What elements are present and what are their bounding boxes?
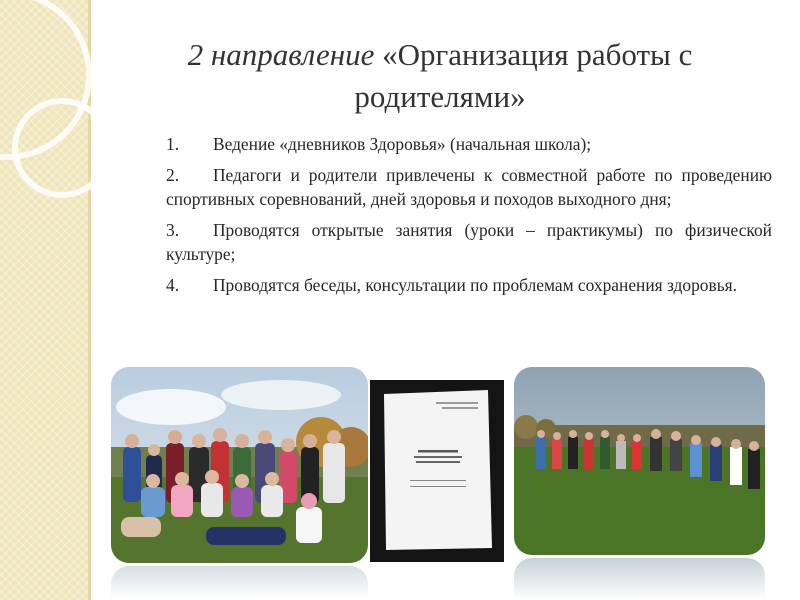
item-text: Педагоги и родители привлечены к совместной работе по проведению спортивных соревнований, дней здоровья и походов выходного дня; xyxy=(166,165,772,209)
item-number: 1. xyxy=(166,134,180,154)
item-text: Проводятся беседы, консультации по проблемам сохранения здоровья. xyxy=(213,275,737,295)
field-photo-reflection xyxy=(514,558,765,600)
list-item xyxy=(166,132,772,156)
item-number: 4. xyxy=(166,275,180,295)
item-number: 2. xyxy=(166,165,180,185)
title-italic: 2 направление xyxy=(187,37,375,72)
item-text: Ведение «дневников Здоровья» (начальная школа); xyxy=(213,134,592,154)
decor-circle xyxy=(12,98,112,198)
field-photo xyxy=(514,367,765,555)
title-text: «Организация работы с родителями» xyxy=(354,37,693,114)
bullet-list xyxy=(166,132,772,304)
list-item xyxy=(166,218,772,266)
diary-cover xyxy=(370,380,504,562)
group-photo xyxy=(111,367,368,563)
item-number: 3. xyxy=(166,220,180,240)
slide-title xyxy=(120,34,760,118)
list-item xyxy=(166,273,772,297)
item-text: Проводятся открытые занятия (уроки – практикумы) по физической культуре; xyxy=(166,220,772,264)
group-photo-reflection xyxy=(111,566,368,600)
list-item xyxy=(166,163,772,211)
